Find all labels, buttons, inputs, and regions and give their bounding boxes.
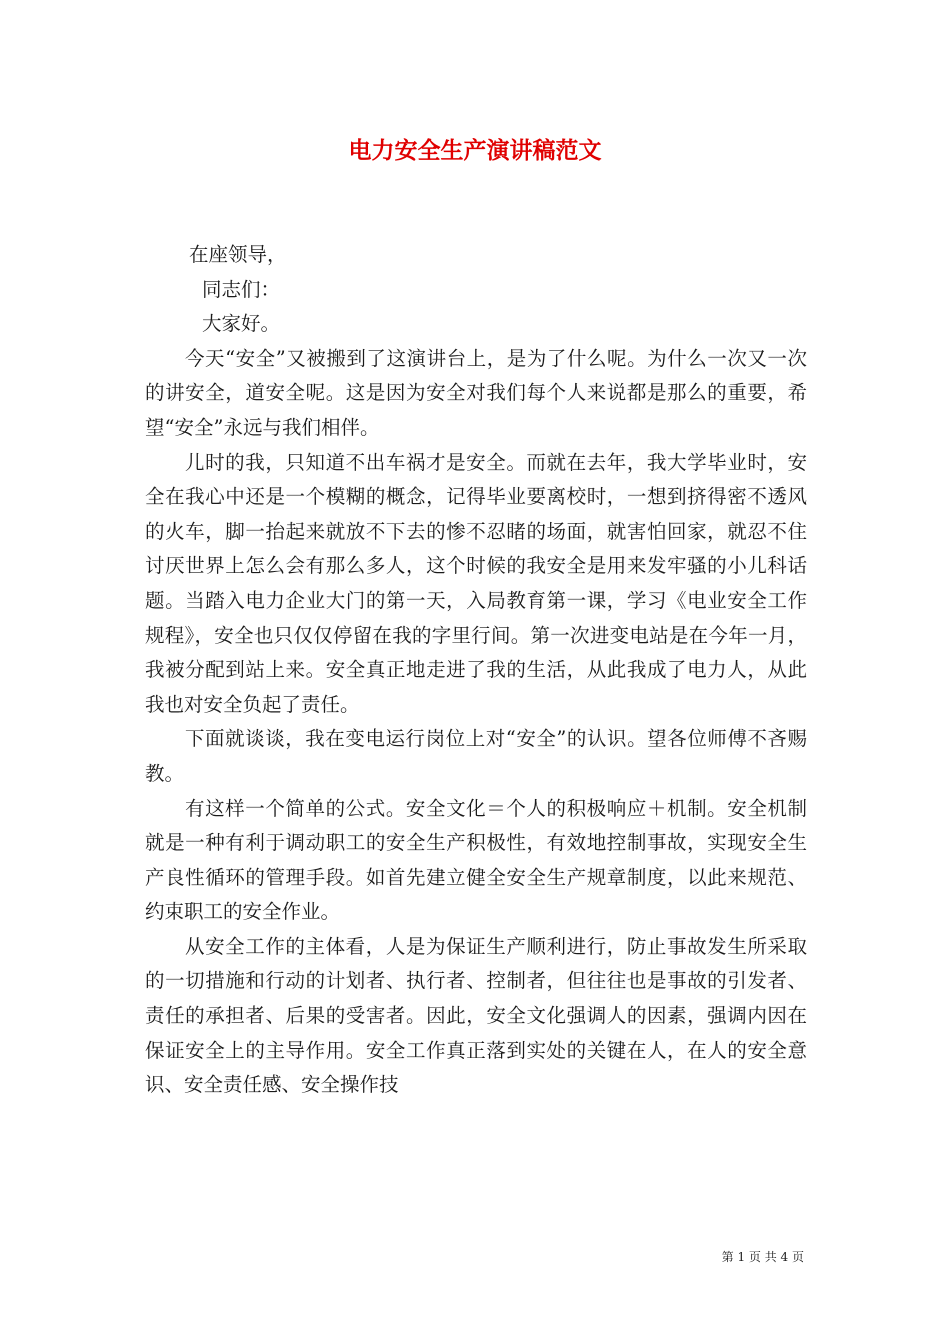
paragraph: 今天“安全”又被搬到了这演讲台上，是为了什么呢。为什么一次又一次的讲安全，道安全呢。这是因为安全对我们每个人来说都是那么的重要，希望“安全”永远与我们相伴。 — [145, 346, 807, 439]
page-number-footer: 第 1 页 共 4 页 — [721, 1250, 804, 1264]
document-title: 电力安全生产演讲稿范文 — [348, 137, 602, 164]
paragraph: 有这样一个简单的公式。安全文化＝个人的积极响应＋机制。安全机制就是一种有利于调动职工的安全生产积极性，有效地控制事故，实现安全生产良性循环的管理手段。如首先建立健全安全生产规章制度，以此来规范、约束职工的安全作业。 — [145, 796, 807, 924]
salutation-greeting: 大家好。 — [202, 312, 281, 336]
salutation-comrades: 同志们： — [202, 277, 281, 301]
salutation-leaders: 在座领导， — [189, 243, 287, 266]
paragraph: 下面就谈谈，我在变电运行岗位上对“安全”的认识。望各位师傅不吝赐教。 — [145, 727, 807, 785]
paragraph: 从安全工作的主体看，人是为保证生产顺利进行，防止事故发生所采取的一切措施和行动的计划者、执行者、控制者，但往往也是事故的引发者、责任的承担者、后果的受害者。因此，安全文化强调人的因素，强调内因在保证安全上的主导作用。安全工作真正落到实处的关键在人，在人的安全意识、安全责任感、安全操作技 — [145, 934, 807, 1097]
paragraph: 儿时的我，只知道不出车祸才是安全。而就在去年，我大学毕业时，安全在我心中还是一个模糊的概念，记得毕业要离校时，一想到挤得密不透风的火车，脚一抬起来就放不下去的惨不忍睹的场面，就害怕回家，就忍不住讨厌世界上怎么会有那么多人，这个时候的我安全是用来发牢骚的小儿科话题。当踏入电力企业大门的第一天，入局教育第一课，学习《电业安全工作规程》，安全也只仅仅停留在我的字里行间。第一次进变电站是在今年一月，我被分配到站上来。安全真正地走进了我的生活，从此我成了电力人，从此我也对安全负起了责任。 — [145, 450, 807, 716]
document-body — [145, 238, 807, 1103]
